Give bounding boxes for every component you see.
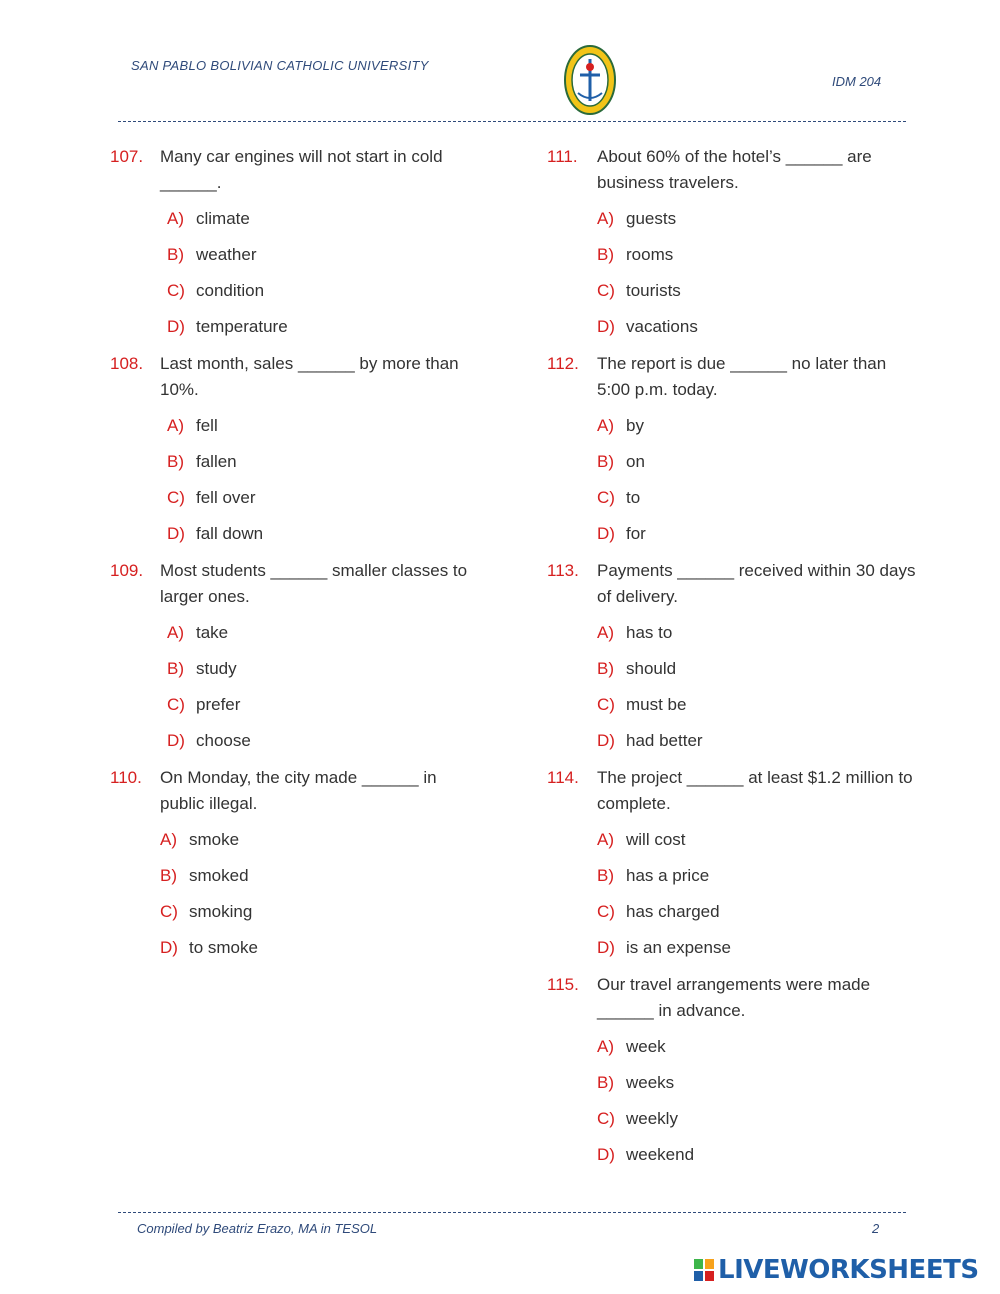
- page-number: 2: [872, 1221, 880, 1236]
- option-d[interactable]: D) fall down: [167, 524, 264, 543]
- option-b[interactable]: B) weeks: [597, 1073, 675, 1092]
- question-number: 115.: [547, 975, 579, 994]
- university-name: SAN PABLO BOLIVIAN CATHOLIC UNIVERSITY: [131, 58, 429, 73]
- question-stem: Payments ______ received within 30 days of delivery.: [597, 561, 916, 606]
- option-b[interactable]: B) has a price: [597, 866, 710, 885]
- option-a[interactable]: A) fell: [167, 416, 218, 435]
- option-c[interactable]: C) fell over: [167, 488, 256, 507]
- university-seal-icon: [564, 45, 616, 115]
- option-c[interactable]: C) prefer: [167, 695, 241, 714]
- option-b[interactable]: B) on: [597, 452, 645, 471]
- liveworksheets-wordmark: LIVEWORKSHEETS: [718, 1255, 979, 1285]
- question-stem: The report is due ______ no later than 5:00 p.m. today.: [597, 354, 887, 399]
- question-stem: Last month, sales ______ by more than 10%.: [160, 354, 459, 399]
- liveworksheets-blocks-icon: [694, 1259, 714, 1281]
- option-a[interactable]: A) smoke: [160, 830, 240, 849]
- option-d[interactable]: D) temperature: [167, 317, 288, 336]
- option-b[interactable]: B) weather: [167, 245, 257, 264]
- question-number: 107.: [110, 147, 144, 166]
- question-stem: The project ______ at least $1.2 million to complete.: [597, 768, 913, 813]
- question-number: 112.: [547, 354, 579, 373]
- option-d[interactable]: D) is an expense: [597, 938, 731, 957]
- option-d[interactable]: D) for: [597, 524, 646, 543]
- question-number: 110.: [110, 768, 142, 787]
- question-stem: On Monday, the city made ______ in public illegal.: [160, 768, 437, 813]
- question-stem: Many car engines will not start in cold ______.: [160, 147, 443, 192]
- option-c[interactable]: C) smoking: [160, 902, 253, 921]
- option-d[interactable]: D) to smoke: [160, 938, 258, 957]
- option-c[interactable]: C) to: [597, 488, 641, 507]
- option-a[interactable]: A) week: [597, 1037, 666, 1056]
- footer-divider: [118, 1212, 906, 1213]
- option-a[interactable]: A) take: [167, 623, 229, 642]
- option-c[interactable]: C) condition: [167, 281, 265, 300]
- question-number: 113.: [547, 561, 579, 580]
- option-d[interactable]: D) had better: [597, 731, 703, 750]
- option-c[interactable]: C) has charged: [597, 902, 720, 921]
- option-b[interactable]: B) fallen: [167, 452, 237, 471]
- question-stem: About 60% of the hotel’s ______ are business travelers.: [597, 147, 872, 192]
- footer-credit: Compiled by Beatriz Erazo, MA in TESOL: [137, 1221, 378, 1236]
- option-c[interactable]: C) weekly: [597, 1109, 678, 1128]
- option-b[interactable]: B) rooms: [597, 245, 674, 264]
- option-b[interactable]: B) should: [597, 659, 677, 678]
- option-d[interactable]: D) choose: [167, 731, 251, 750]
- option-b[interactable]: B) study: [167, 659, 237, 678]
- question-number: 109.: [110, 561, 144, 580]
- option-d[interactable]: D) weekend: [597, 1145, 695, 1164]
- option-d[interactable]: D) vacations: [597, 317, 698, 336]
- option-a[interactable]: A) guests: [597, 209, 677, 228]
- question-stem: Most students ______ smaller classes to larger ones.: [160, 561, 468, 606]
- question-number: 114.: [547, 768, 579, 787]
- liveworksheets-logo[interactable]: [694, 1256, 979, 1284]
- question-number: 108.: [110, 354, 144, 373]
- question-number: 111.: [547, 147, 578, 166]
- option-c[interactable]: C) tourists: [597, 281, 681, 300]
- option-a[interactable]: A) will cost: [597, 830, 686, 849]
- option-b[interactable]: B) smoked: [160, 866, 249, 885]
- option-a[interactable]: A) climate: [167, 209, 250, 228]
- option-a[interactable]: A) by: [597, 416, 644, 435]
- option-a[interactable]: A) has to: [597, 623, 673, 642]
- option-c[interactable]: C) must be: [597, 695, 687, 714]
- header-divider: [118, 121, 906, 122]
- course-code: IDM 204: [832, 74, 882, 89]
- question-stem: Our travel arrangements were made ______ in advance.: [597, 975, 871, 1020]
